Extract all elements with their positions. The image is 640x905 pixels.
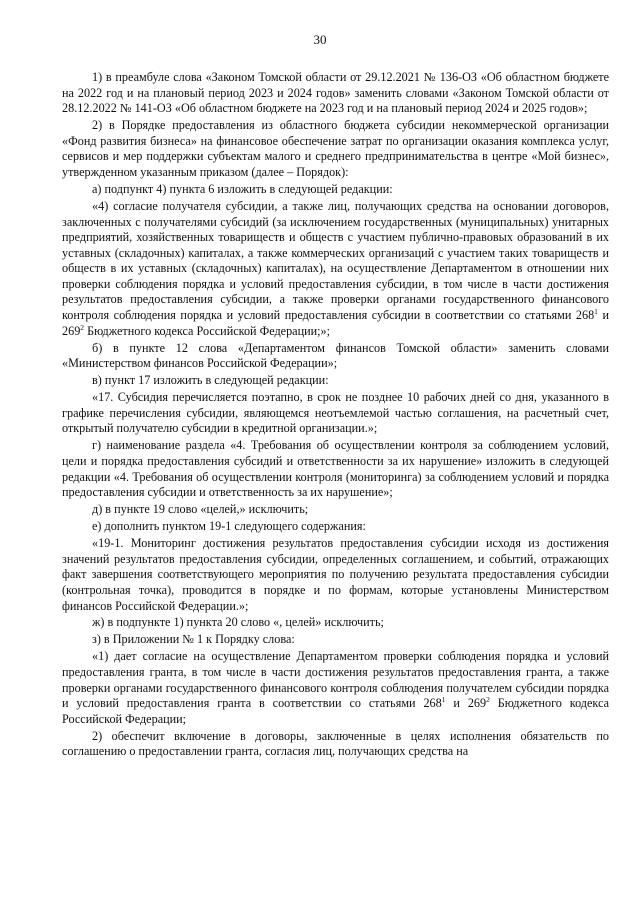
paragraph: б) в пункте 12 слова «Департаментом финансов Томской области» заменить словами «Министерством финансов Российской Федерации»; — [62, 340, 609, 371]
paragraph: г) наименование раздела «4. Требования об осуществлении контроля за соблюдением условий, цели и порядка предоставления субсидий и ответственности за их нарушение» изложить в следующей редакции «4. Требования об осуществлении контроля (мониторинга) за соблюдением условий и порядка предоставления субсидии и ответственность за их нарушение»; — [62, 438, 609, 500]
superscript: 2 — [486, 695, 490, 705]
paragraph: а) подпункт 4) пункта 6 изложить в следующей редакции: — [92, 181, 393, 196]
page-number: 30 — [313, 32, 327, 47]
paragraph: е) дополнить пунктом 19-1 следующего содержания: — [92, 519, 366, 534]
superscript: 1 — [594, 307, 598, 317]
paragraph: 2) в Порядке предоставления из областного бюджета субсидии некоммерческой организации «Фонд развития бизнеса» на финансовое обеспечение затрат по организации оказания комплекса услуг, сервисов и мер поддержки субъектам малого и среднего предпринимательства в центре «Мой бизнес», утвержденном указанным приказом (далее – Порядок): — [62, 118, 609, 179]
paragraph: 1) в преамбуле слова «Законом Томской области от 29.12.2021 № 136-ОЗ «Об областном бюджете на 2022 год и на плановый период 2023 и 2024 годов» заменить словами «Законом Томской области от 28.12.2022 № 141-ОЗ «Об областном бюджете на 2023 год и на плановый период 2024 и 2025 годов»; — [62, 70, 609, 116]
document-body — [62, 70, 609, 761]
paragraph: д) в пункте 19 слово «целей,» исключить; — [92, 502, 309, 517]
paragraph: в) пункт 17 изложить в следующей редакции: — [92, 373, 329, 388]
paragraph: з) в Приложении № 1 к Порядку слова: — [92, 632, 295, 647]
paragraph: «1) дает согласие на осуществление Департаментом проверки соблюдения порядка и условий предоставления гранта, в том числе в части достижения результатов предоставления гранта, а также проверки органами государственного финансового контроля соблюдения получателем субсидии порядка и условий предоставления гранта в соответствии со статьями $268^1$ и $269^2$ Бюджетного кодекса Российской Федерации; — [62, 649, 610, 726]
paragraph: 2) обеспечит включение в договоры, заключенные в целях исполнения обязательств по соглашению о предоставлении гранта, согласия лиц, получающих средства на — [62, 728, 609, 759]
paragraph: «19-1. Мониторинг достижения результатов предоставления субсидии исходя из достижения значений результатов предоставления субсидии, определенных соглашением, и событий, отражающих факт завершения соответствующего мероприятия по получению результата предоставления субсидии (контрольная точка), проводится в порядке и по формам, которые установлены Министерством финансов Российской Федерации.»; — [62, 536, 609, 613]
paragraph: «4) согласие получателя субсидии, а также лиц, получающих средства на основании договоров, заключенных с получателями субсидий (за исключением государственных (муниципальных) унитарных предприятий, хозяйственных товариществ и обществ с участием публично-правовых образований в их уставных (складочных) капиталах, а также коммерческих организаций с участием таких товариществ и обществ в их уставных (складочных) капиталах), на осуществление Департаментом в отношении них проверки соблюдения порядка и условий предоставления субсидии, в том числе в части достижения результатов предоставления субсидии, а также проверки органами государственного финансового контроля соблюдения порядка и условий предоставления субсидии в соответствии со статьями $268^1$ и $269^2$ Бюджетного кодекса Российской Федерации;»; — [62, 198, 609, 338]
paragraph: ж) в подпункте 1) пункта 20 слово «, целей» исключить; — [92, 615, 384, 630]
paragraph: «17. Субсидия перечисляется поэтапно, в срок не позднее 10 рабочих дней со дня, указанного в графике перечисления субсидии, являющемся неотъемлемой частью соглашения, на расчетный счет, открытый получателю субсидии в кредитной организации.»; — [62, 390, 609, 436]
superscript: 1 — [441, 695, 446, 705]
superscript: 2 — [80, 322, 85, 332]
